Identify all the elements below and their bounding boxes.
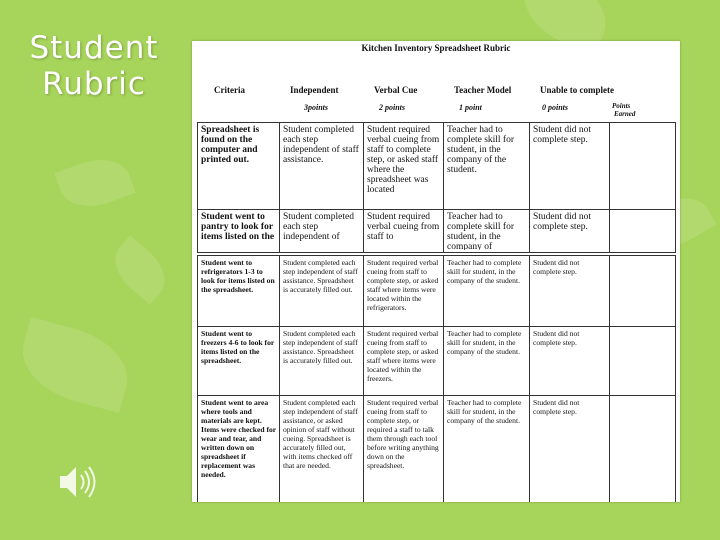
criteria-text: Student went to refrigerators 1-3 to look for items listed on the spreadsheet.	[201, 258, 275, 294]
independent-cell	[280, 123, 364, 210]
independent-text: Student completed each step independent of staff assistance. Spreadsheet is accurately filled out.	[283, 329, 358, 365]
earned-cell[interactable]	[610, 396, 676, 503]
model-text: Teacher had to complete skill for student, in the company of	[447, 212, 515, 250]
table-row	[198, 210, 676, 253]
criteria-cell	[198, 256, 280, 327]
criteria-text: Student went to pantry to look for items listed on the	[201, 212, 275, 242]
verbal-text: Student required verbal cueing from staff to complete step, or asked staff where the spreadsheet was located	[367, 125, 440, 195]
slide-title-line2: Rubric	[42, 66, 146, 102]
earned-cell[interactable]	[610, 210, 676, 253]
model-text: Teacher had to complete skill for student, in the company of the student.	[447, 398, 522, 425]
unable-cell	[530, 396, 610, 503]
header-independent: Independent	[290, 85, 339, 95]
verbal-text: Student required verbal cueing from staff to complete step, or asked staff where items were located within the refrigerators.	[367, 258, 439, 312]
table-row	[198, 396, 676, 503]
verbal-text: Student required verbal cueing from staff to complete step, or required a staff to talk them through each tool before writing anything down on the spreadsheet.	[367, 398, 439, 470]
unable-text: Student did not complete step.	[533, 398, 580, 416]
criteria-text: Student went to freezers 4-6 to look for items listed on the spreadsheet.	[201, 329, 275, 365]
model-cell	[444, 210, 530, 253]
points-unable: 0 points	[542, 103, 569, 112]
rubric-title: Kitchen Inventory Spreadsheet Rubric	[361, 43, 511, 53]
independent-cell	[280, 327, 364, 396]
points-earned-line1: Points	[612, 102, 631, 110]
model-text: Teacher had to complete skill for student, in the company of the student.	[447, 125, 515, 175]
points-earned-line2: Earned	[614, 110, 636, 118]
independent-cell	[280, 256, 364, 327]
unable-text: Student did not complete step.	[533, 258, 580, 276]
verbal-text: Student required verbal cueing from staff to complete step, or asked staff where items were located within the freezers.	[367, 329, 439, 383]
points-independent: 3points	[304, 103, 329, 112]
independent-text: Student completed each step independent of staff assistance. Spreadsheet is accurately filled out.	[283, 258, 358, 294]
speaker-icon-graphic	[58, 462, 102, 502]
earned-cell[interactable]	[610, 256, 676, 327]
unable-cell	[530, 327, 610, 396]
independent-cell	[280, 210, 364, 253]
slide-title	[14, 30, 174, 102]
header-criteria: Criteria	[214, 85, 245, 95]
unable-text: Student did not complete step.	[533, 125, 592, 145]
rubric-document	[192, 41, 680, 502]
verbal-cell	[364, 210, 444, 253]
unable-cell	[530, 123, 610, 210]
verbal-cell	[364, 396, 444, 503]
background-leaf	[13, 317, 137, 413]
table-row	[198, 327, 676, 396]
independent-text: Student completed each step independent of staff assistance.	[283, 125, 359, 165]
independent-text: Student completed each step independent of	[283, 212, 354, 242]
earned-cell[interactable]	[610, 327, 676, 396]
background-leaf	[104, 235, 176, 304]
criteria-text: Student went to area where tools and materials are kept. Items were checked for wear and tear, and written down on spreadsheet if replacement was needed.	[201, 398, 276, 479]
header-teacher-model: Teacher Model	[454, 85, 512, 95]
criteria-cell	[198, 327, 280, 396]
background-leaf	[54, 149, 136, 216]
criteria-text: Spreadsheet is found on the computer and printed out.	[201, 125, 260, 165]
model-cell	[444, 256, 530, 327]
header-unable: Unable to complete	[540, 85, 614, 95]
criteria-cell	[198, 210, 280, 253]
criteria-cell	[198, 123, 280, 210]
verbal-cell	[364, 123, 444, 210]
rubric-table	[197, 122, 676, 502]
model-text: Teacher had to complete skill for student, in the company of the student.	[447, 329, 522, 356]
points-verbal: 2 points	[379, 103, 406, 112]
points-model: 1 point	[459, 103, 482, 112]
model-cell	[444, 396, 530, 503]
model-cell	[444, 327, 530, 396]
header-verbal-cue: Verbal Cue	[374, 85, 418, 95]
criteria-cell	[198, 396, 280, 503]
slide-title-line1: Student	[29, 30, 159, 66]
earned-cell[interactable]	[610, 123, 676, 210]
table-row	[198, 123, 676, 210]
verbal-cell	[364, 327, 444, 396]
model-text: Teacher had to complete skill for student, in the company of the student.	[447, 258, 522, 285]
independent-text: Student completed each step independent of staff assistance, or asked opinion of staff without cueing. Spreadsheet is accurately filled out, with items checked off that are needed.	[283, 398, 358, 470]
verbal-text: Student required verbal cueing from staff to	[367, 212, 440, 242]
verbal-cell	[364, 256, 444, 327]
points-earned-header	[612, 102, 635, 118]
unable-cell	[530, 256, 610, 327]
table-row	[198, 256, 676, 327]
unable-text: Student did not complete step.	[533, 329, 580, 347]
unable-text: Student did not complete step.	[533, 212, 592, 232]
unable-cell	[530, 210, 610, 253]
model-cell	[444, 123, 530, 210]
speaker-icon[interactable]	[58, 462, 102, 502]
independent-cell	[280, 396, 364, 503]
